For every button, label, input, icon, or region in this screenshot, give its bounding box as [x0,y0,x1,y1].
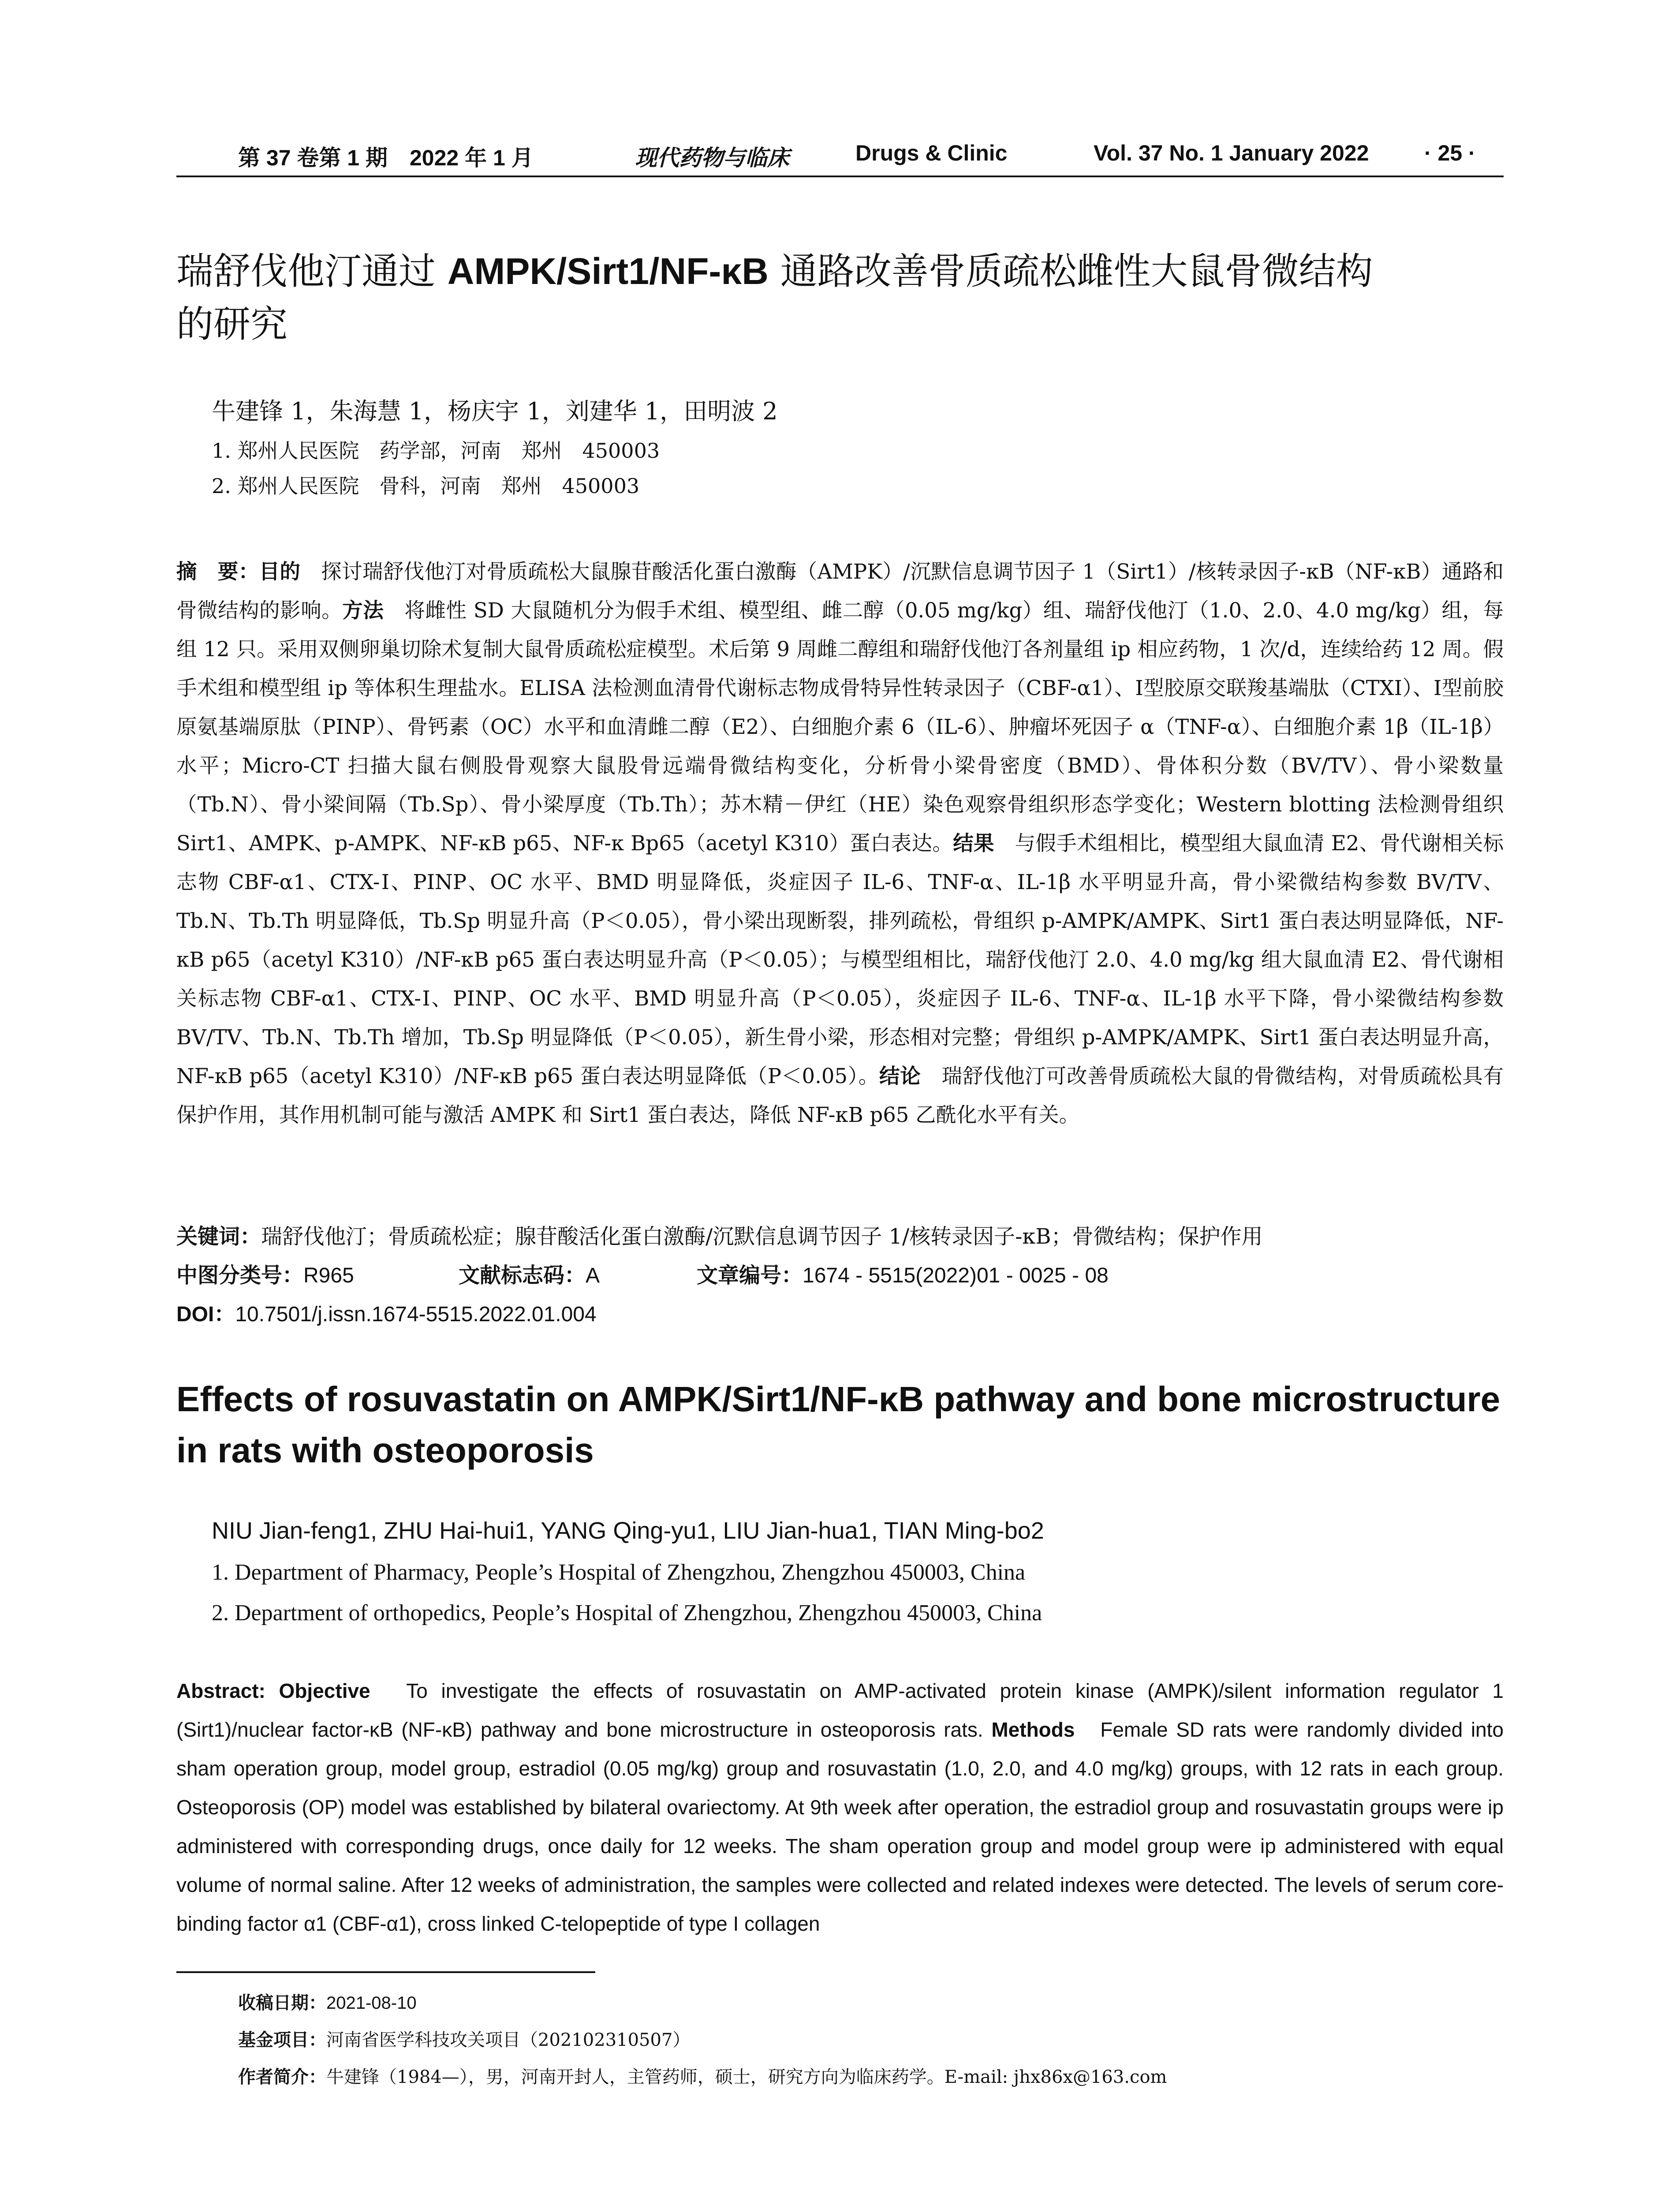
header-issue-cn: 第 37 卷第 1 期 2022 年 1 月 [238,146,534,170]
title-en-line2: in rats with osteoporosis [176,1431,594,1470]
keywords-text: 瑞舒伐他汀；骨质疏松症；腺苷酸活化蛋白激酶/沉默信息调节因子 1/核转录因子-κB；骨微结构；保护作用 [261,1224,1263,1249]
running-header [176,140,1504,176]
authors-cn: 牛建锋 1，朱海慧 1，杨庆宇 1，刘建华 1，田明波 2 [212,397,778,425]
methods-en: Female SD rats were randomly divided into sham operation group, model group, estradiol (0.05 mg/kg) group and rosuvastatin (1.0, 2.0, and 4.0 mg/kg) groups, with 12 rats in each group. Osteoporosis (OP) model was established by bilateral ovariectomy. At 9th week after operation, the estradiol group and rosuvastatin groups were ip administered with corresponding drugs, once daily for 12 weeks. The sham operation group and model group were ip administered with equal volume of normal saline. After 12 weeks of administration, the samples were collected and related indexes were detected. The levels of serum core-binding factor α1 (CBF-α1), cross linked C-telopeptide of type I collagen [176,1718,1504,1935]
title-cn-post: 通路改善骨质疏松雌性大鼠骨微结构 [768,250,1373,293]
doc-code-value: A [586,1264,600,1287]
article-no-value: 1674 - 5515(2022)01 - 0025 - 08 [803,1264,1109,1287]
author-bio-label: 作者简介： [238,2067,326,2087]
affiliation-en-1: 1. Department of Pharmacy, People’s Hospital of Zhengzhou, Zhengzhou 450003, China [212,1560,1026,1585]
conclusion-label-cn: 结论 [879,1065,921,1088]
header-journal-cn: 现代药物与临床 [635,145,789,171]
header-page-number: · 25 · [1424,141,1476,165]
keywords-label: 关键词： [176,1225,261,1248]
affiliation-en-2: 2. Department of orthopedics, People’s Hospital of Zhengzhou, Zhengzhou 450003, China [212,1600,1042,1626]
title-en-line1: Effects of rosuvastatin on AMPK/Sirt1/NF-κB pathway and bone microstructure [176,1379,1501,1419]
doi-value: 10.7501/j.issn.1674-5515.2022.01.004 [235,1303,597,1326]
title-cn-bold: AMPK/Sirt1/NF-κB [447,250,769,292]
author-bio-text: 牛建锋（1984—），男，河南开封人，主管药师，硕士，研究方向为临床药学。E-mail: jhx86x@163.com [326,2067,1167,2087]
objective-label-en: Objective [279,1679,370,1702]
results-cn: 与假手术组相比，模型组大鼠血清 E2、骨代谢相关标志物 CBF-α1、CTX-Ⅰ、PINP、OC 水平、BMD 明显降低，炎症因子 IL-6、TNF-α、IL-1β 水平明显升高，骨小梁微结构参数 BV/TV、Tb.N、Tb.Th 明显降低，Tb.Sp 明显升高（P＜0.05），骨小梁出现断裂，排列疏松，骨组织 p-AMPK/AMPK、Sirt1 蛋白表达明显降低，NF-κB p65（acetyl K310）/NF-κB p65 蛋白表达明显升高（P＜0.05）；与模型组相比，瑞舒伐他汀 2.0、4.0 mg/kg 组大鼠血清 E2、骨代谢相关标志物 CBF-α1、CTX-Ⅰ、PINP、OC 水平、BMD 明显升高（P＜0.05），炎症因子 IL-6、TNF-α、IL-1β 水平下降，骨小梁微结构参数 BV/TV、Tb.N、Tb.Th 增加，Tb.Sp 明显降低（P＜0.05），新生骨小梁，形态相对完整；骨组织 p-AMPK/AMPK、Sirt1 蛋白表达明显升高，NF-κB p65（acetyl K310）/NF-κB p65 蛋白表达明显降低（P＜0.05）。 [176,831,1504,1088]
footnote-fund [238,2022,1504,2059]
footnotes [238,1984,1504,2096]
fund-label: 基金项目： [238,2030,326,2050]
objective-label-cn: 目的 [259,560,301,583]
objective-en: To investigate the effects of rosuvastatin on AMP-activated protein kinase (AMPK)/silent information regulator 1 (Sirt1)/nuclear factor-κB (NF-κB) pathway and bone microstructure in osteoporosis rats. [176,1679,1504,1741]
title-cn-line2: 的研究 [176,303,288,346]
affiliation-cn-1: 1. 郑州人民医院 药学部，河南 郑州 450003 [212,439,660,463]
abstract-en-label: Abstract: [176,1679,279,1702]
abstract-cn [176,552,1504,1134]
affiliations-cn [212,433,660,504]
abstract-en [176,1671,1504,1943]
authors-en: NIU Jian-feng1, ZHU Hai-hui1, YANG Qing-yu1, LIU Jian-hua1, TIAN Ming-bo2 [212,1517,1044,1544]
doi [176,1295,597,1334]
methods-label-cn: 方法 [342,599,384,622]
doc-code-label: 文献标志码： [459,1264,586,1287]
objective-cn: 探讨瑞舒伐他汀对骨质疏松大鼠腺苷酸活化蛋白激酶（AMPK）/沉默信息调节因子 1（Sirt1）/核转录因子-κB（NF-κB）通路和骨微结构的影响。 [176,560,1504,622]
footnote-author [238,2059,1504,2096]
methods-label-en: Methods [991,1718,1075,1741]
results-label-cn: 结果 [953,832,994,855]
affiliation-cn-2: 2. 郑州人民医院 骨科，河南 郑州 450003 [212,474,640,498]
classification [176,1256,1504,1295]
abstract-cn-label: 摘 要： [176,560,259,583]
header-rule [176,176,1504,177]
keywords [176,1217,1504,1256]
footnote-rule [176,1971,595,1973]
fund-text: 河南省医学科技攻关项目（202102310507） [326,2030,691,2050]
title-cn [176,245,1504,351]
doi-label: DOI： [176,1303,235,1326]
received-label: 收稿日期： [238,1993,326,2013]
footnote-received [238,1984,1504,2022]
conclusion-cn: 瑞舒伐他汀可改善骨质疏松大鼠的骨微结构，对骨质疏松具有保护作用，其作用机制可能与激活 AMPK 和 Sirt1 蛋白表达，降低 NF-κB p65 乙酰化水平有关。 [176,1064,1504,1127]
clc-value: R965 [303,1264,354,1287]
methods-cn: 将雌性 SD 大鼠随机分为假手术组、模型组、雌二醇（0.05 mg/kg）组、瑞舒伐他汀（1.0、2.0、4.0 mg/kg）组，每组 12 只。采用双侧卵巢切除术复制大鼠骨质疏松症模型。术后第 9 周雌二醇组和瑞舒伐他汀各剂量组 ip 相应药物，1 次/d，连续给药 12 周。假手术组和模型组 ip 等体积生理盐水。ELISA 法检测血清骨代谢标志物成骨特异性转录因子（CBF-α1）、Ⅰ型胶原交联羧基端肽（CTXI）、Ⅰ型前胶原氨基端原肽（PINP）、骨钙素（OC）水平和血清雌二醇（E2）、白细胞介素 6（IL-6）、肿瘤坏死因子 α（TNF-α）、白细胞介素 1β（IL-1β）水平；Micro-CT 扫描大鼠右侧股骨观察大鼠股骨远端骨微结构变化，分析骨小梁骨密度（BMD）、骨体积分数（BV/TV）、骨小梁数量（Tb.N）、骨小梁间隔（Tb.Sp）、骨小梁厚度（Tb.Th）；苏木精－伊红（HE）染色观察骨组织形态学变化；Western blotting 法检测骨组织 Sirt1、AMPK、p-AMPK、NF-κB p65、NF-κ Bp65（acetyl K310）蛋白表达。 [176,598,1504,855]
article-no-label: 文章编号： [697,1264,803,1287]
received-date: 2021-08-10 [326,1993,417,2013]
clc-label: 中图分类号： [176,1264,304,1287]
affiliations-en [212,1552,1042,1633]
header-issue-en: Vol. 37 No. 1 January 2022 [1094,141,1369,165]
title-en [176,1374,1504,1476]
header-journal-en: Drugs & Clinic [855,141,1008,165]
title-cn-pre: 瑞舒伐他汀通过 [176,250,448,293]
